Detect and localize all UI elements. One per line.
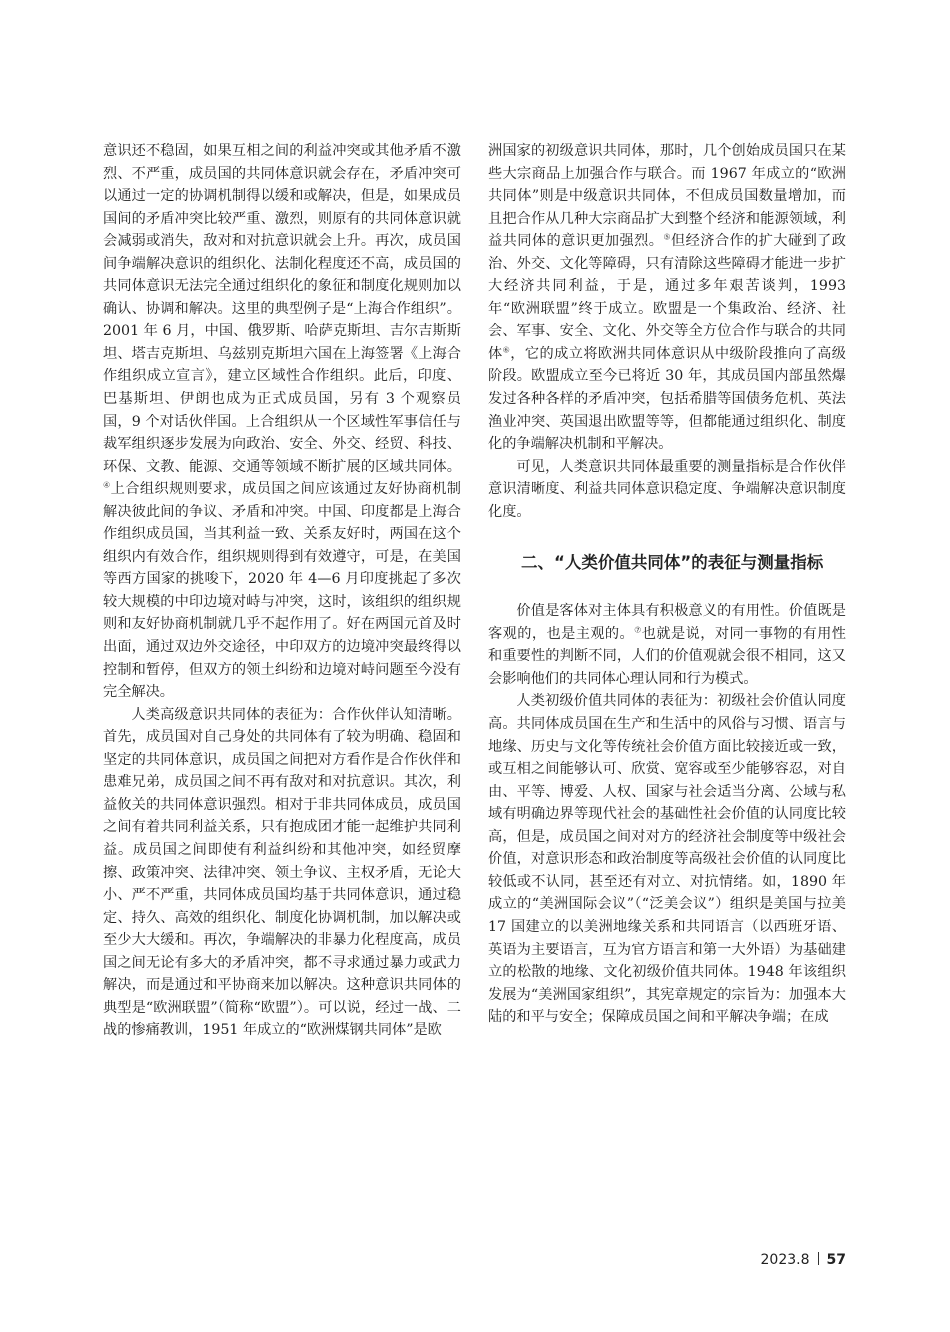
right-column — [488, 140, 846, 1029]
footnote-marker: ⑥ — [502, 345, 511, 355]
footnote-marker: ⑤ — [663, 232, 672, 242]
text-segment: 但经济合作的扩大碰到了政治、外交、文化等障碍，只有清除这些障碍才能进一步扩大经济共同利益，于是，通过多年艰苦谈判，1993 年“欧洲联盟”终于成立。欧盟是一个集政治、经济、社会、军事、安全、文化、外交等全方位合作与联合的共同体 — [488, 233, 846, 362]
issue-number: 2023.8 — [760, 1252, 810, 1268]
paragraph-primary-value-community: 人类初级价值共同体的表征为：初级社会价值认同度高。共同体成员国在生产和生活中的风俗与习惯、语言与地缘、历史与文化等传统社会价值方面比较接近或一致，或互相之间能够认可、欣赏、宽容或至少能够容忍，对自由、平等、博爱、人权、国家与社会适当分离、公域与私域有明确边界等现代社会的基础性社会价值的认同度比较高，但是，成员国之间对对方的经济社会制度等中级社会价值，对意识形态和政治制度等高级社会价值的认同度比较低或不认同，甚至还有对立、对抗情绪。如，1890 年成立的“美洲国际会议”（“泛美会议”）组织是美国与拉美 17 国建立的以美洲地缘关系和共同语言（以西班牙语、英语为主要语言，互为官方语言和第一大外语）为基础建立的松散的地缘、文化初级价值共同体。1948 年该组织发展为“美洲国家组织”，其宪章规定的宗旨为：加强本大陆的和平与安全；保障成员国之间和平解决争端；在成 — [488, 693, 846, 1026]
paragraph-value-definition — [488, 600, 846, 690]
paragraph-continued — [103, 140, 461, 704]
footer-divider — [818, 1252, 819, 1265]
text-segment: 意识还不稳固，如果互相之间的利益冲突或其他矛盾不激烈、不严重，成员国的共同体意识就会存在，矛盾冲突可以通过一定的协调机制得以缓和或解决，但是，如果成员国间的矛盾冲突比较严重、激烈，则原有的共同体意识就会减弱或消失，敌对和对抗意识就会上升。再次，成员国间争端解决意识的组织化、法制化程度还不高，成员国的共同体意识无法完全通过组织化的象征和制度化规则加以确认、协调和解决。这里的典型例子是“上海合作组织”。2001 年 6 月，中国、俄罗斯、哈萨克斯坦、吉尔吉斯斯坦、塔吉克斯坦、乌兹别克斯坦六国在上海签署《上海合作组织成立宣言》，建立区域性合作组织。此后，印度、巴基斯坦、伊朗也成为正式成员国，另有 3 个观察员国，9 个对话伙伴国。上合组织从一个区域性军事信任与裁军组织逐步发展为向政治、安全、外交、经贸、科技、环保、文教、能源、交通等领域不断扩展的区域共同体。 — [103, 143, 461, 475]
text-segment: ，它的成立将欧洲共同体意识从中级阶段推向了高级阶段。欧盟成立至今已将近 30 年，其成员国内部虽然爆发过各种各样的矛盾冲突，包括希腊等国债务危机、英法渔业冲突、英国退出欧盟等等，但都能通过组织化、制度化的争端解决机制和平解决。 — [488, 345, 846, 453]
paragraph-advanced-consciousness: 人类高级意识共同体的表征为：合作伙伴认知清晰。首先，成员国对自己身处的共同体有了较为明确、稳固和坚定的共同体意识，成员国之间把对方看作是合作伙伴和患难兄弟，成员国之间不再有敌对和对抗意识。其次，利益攸关的共同体意识强烈。相对于非共同体成员，成员国之间有着共同利益关系，只有抱成团才能一起维护共同利益。成员国之间即使有利益纠纷和其他冲突，如经贸摩擦、政策冲突、法律冲突、领土争议、主权矛盾，无论大小、严不严重，共同体成员国均基于共同体意识，通过稳定、持久、高效的组织化、制度化协调机制，加以解决或至少大大缓和。再次，争端解决的非暴力化程度高，成员国之间无论有多大的矛盾冲突，都不寻求通过暴力或武力解决，而是通过和平协商来加以解决。这种意识共同体的典型是“欧洲联盟”（简称“欧盟”）。可以说，经过一战、二战的惨痛教训，1951 年成立的“欧洲煤钢共同体”是欧 — [103, 706, 461, 1039]
text-segment: 价值是客体对主体具有积极意义的有用性。价值既是客观的，也是主观的。 — [488, 603, 846, 642]
paragraph-eu-history — [488, 140, 846, 456]
text-segment: 洲国家的初级意识共同体，那时，几个创始成员国只在某些大宗商品上加强合作与联合。而 1967 年成立的“欧洲共同体”则是中级意识共同体，不但成员国数量增加，而且把合作从几种大宗商品扩大到整个经济和能源领域，利益共同体的意识更加强烈。 — [488, 143, 846, 250]
footnote-marker: ⑦ — [634, 625, 642, 635]
text-segment: 也就是说，对同一事物的有用性和重要性的判断不同，人们的价值观就会很不相同，这又会影响他们的共同体心理认同和行为模式。 — [488, 625, 846, 687]
paragraph-measurement-indicators: 可见，人类意识共同体最重要的测量指标是合作伙伴意识清晰度、利益共同体意识稳定度、争端解决意识制度化度。 — [488, 458, 846, 520]
text-segment: 上合组织规则要求，成员国之间应该通过友好协商机制解决彼此间的争议、矛盾和冲突。中国、印度都是上海合作组织成员国，当其利益一致、关系友好时，两国在这个组织内有效合作，组织规则得到有效遵守，可是，在美国等西方国家的挑唆下，2020 年 4—6 月印度挑起了多次较大规模的中印边境对峙与冲突，这时，该组织的组织规则和友好协商机制就几乎不起作用了。好在两国元首及时出面，通过双边外交途径，中印双方的边境冲突最终得以控制和暂停，但双方的领土纠纷和边境对峙问题至今没有完全解决。 — [103, 481, 461, 701]
left-column — [103, 140, 461, 1042]
page-footer — [761, 1252, 846, 1268]
page-number: 57 — [826, 1252, 846, 1268]
footnote-marker: ④ — [103, 480, 111, 490]
section-heading: 二、“人类价值共同体”的表征与测量指标 — [521, 553, 824, 573]
